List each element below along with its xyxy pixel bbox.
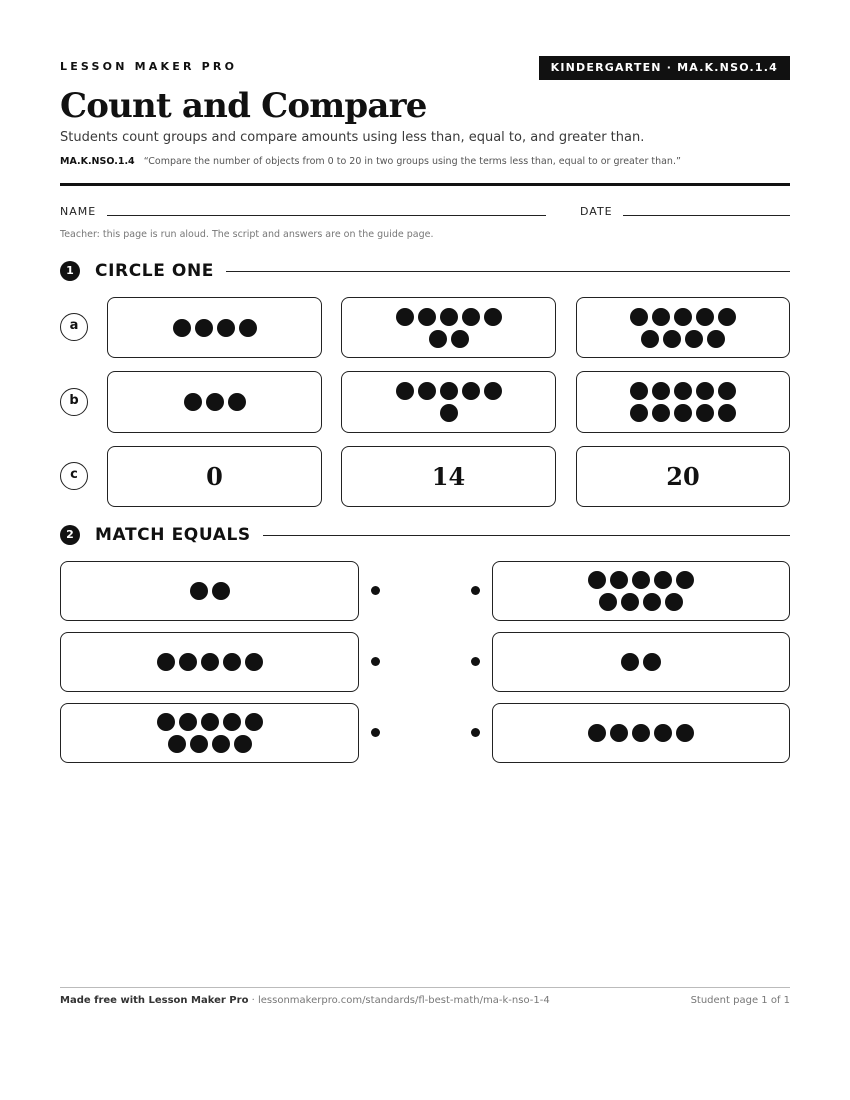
dot-group	[157, 713, 263, 753]
count-dot	[676, 571, 694, 589]
name-field[interactable]	[107, 215, 546, 216]
dot-row	[168, 735, 252, 753]
dot-row	[184, 393, 246, 411]
count-dot	[206, 393, 224, 411]
count-dot	[652, 404, 670, 422]
count-dot	[245, 713, 263, 731]
row-label-c: c	[60, 462, 88, 490]
count-dot	[674, 404, 692, 422]
count-dot	[484, 308, 502, 326]
choice-card-a-3[interactable]	[576, 297, 790, 358]
count-dot	[696, 404, 714, 422]
top-bar	[60, 56, 790, 80]
match-right-point-2[interactable]	[471, 657, 480, 666]
count-dot	[674, 308, 692, 326]
date-label: DATE	[580, 205, 613, 218]
count-dot	[588, 571, 606, 589]
dot-row	[641, 330, 725, 348]
count-dot	[599, 593, 617, 611]
count-dot	[396, 382, 414, 400]
match-right-card-2[interactable]	[492, 632, 790, 692]
choice-card-c-3[interactable]	[576, 446, 790, 507]
dot-row	[190, 582, 230, 600]
count-dot	[157, 653, 175, 671]
count-dot	[652, 308, 670, 326]
count-dot	[674, 382, 692, 400]
section-2-title: MATCH EQUALS	[95, 523, 263, 547]
count-dot	[643, 593, 661, 611]
count-dot	[663, 330, 681, 348]
count-dot	[630, 382, 648, 400]
dot-row	[621, 653, 661, 671]
choice-card-a-1[interactable]	[107, 297, 322, 358]
count-dot	[621, 593, 639, 611]
choice-card-c-1[interactable]	[107, 446, 322, 507]
dot-group	[588, 571, 694, 611]
section-1-title: CIRCLE ONE	[95, 259, 226, 283]
dot-group	[157, 653, 263, 671]
footer-divider	[60, 987, 790, 988]
count-dot	[440, 404, 458, 422]
count-dot	[654, 571, 672, 589]
dot-row	[599, 593, 683, 611]
count-dot	[652, 382, 670, 400]
choice-card-b-2[interactable]	[341, 371, 556, 433]
dot-row	[630, 308, 736, 326]
match-left-card-3[interactable]	[60, 703, 359, 763]
dot-group	[396, 308, 502, 348]
dot-group	[173, 319, 257, 337]
dot-row	[588, 571, 694, 589]
count-dot	[245, 653, 263, 671]
choice-card-b-3[interactable]	[576, 371, 790, 433]
count-dot	[212, 735, 230, 753]
header-divider	[60, 183, 790, 186]
standard-code: MA.K.NSO.1.4	[60, 156, 135, 167]
count-dot	[610, 571, 628, 589]
count-dot	[168, 735, 186, 753]
dot-group	[184, 393, 246, 411]
count-dot	[234, 735, 252, 753]
count-dot	[195, 319, 213, 337]
footer-credit	[60, 995, 550, 1006]
count-dot	[696, 382, 714, 400]
count-dot	[157, 713, 175, 731]
match-left-card-2[interactable]	[60, 632, 359, 692]
count-dot	[665, 593, 683, 611]
count-dot	[632, 571, 650, 589]
count-dot	[641, 330, 659, 348]
numeral: 0	[206, 462, 223, 491]
match-left-point-2[interactable]	[371, 657, 380, 666]
name-label: NAME	[60, 205, 97, 218]
count-dot	[190, 582, 208, 600]
dot-group	[190, 582, 230, 600]
dot-row	[396, 308, 502, 326]
count-dot	[685, 330, 703, 348]
date-field[interactable]	[623, 215, 790, 216]
numeral: 14	[431, 462, 466, 491]
count-dot	[418, 308, 436, 326]
count-dot	[190, 735, 208, 753]
count-dot	[588, 724, 606, 742]
count-dot	[223, 713, 241, 731]
row-label-b: b	[60, 388, 88, 416]
dot-row	[630, 382, 736, 400]
dot-row	[440, 404, 458, 422]
count-dot	[654, 724, 672, 742]
standard-text: “Compare the number of objects from 0 to 20 in two groups using the terms less than, equal to or greater than.”	[143, 156, 681, 167]
section-1-number: 1	[60, 261, 80, 281]
count-dot	[429, 330, 447, 348]
match-right-card-1[interactable]	[492, 561, 790, 621]
count-dot	[696, 308, 714, 326]
count-dot	[184, 393, 202, 411]
match-right-card-3[interactable]	[492, 703, 790, 763]
match-right-point-1[interactable]	[471, 586, 480, 595]
dot-group	[630, 308, 736, 348]
count-dot	[484, 382, 502, 400]
count-dot	[718, 308, 736, 326]
count-dot	[718, 382, 736, 400]
count-dot	[707, 330, 725, 348]
count-dot	[179, 713, 197, 731]
count-dot	[201, 653, 219, 671]
count-dot	[201, 713, 219, 731]
dot-row	[429, 330, 469, 348]
match-right-point-3[interactable]	[471, 728, 480, 737]
count-dot	[418, 382, 436, 400]
count-dot	[440, 308, 458, 326]
dot-group	[396, 382, 502, 422]
standard-description	[60, 156, 681, 167]
dot-group	[630, 382, 736, 422]
count-dot	[630, 404, 648, 422]
count-dot	[228, 393, 246, 411]
count-dot	[223, 653, 241, 671]
page-title: Count and Compare	[60, 86, 427, 126]
count-dot	[610, 724, 628, 742]
match-left-point-1[interactable]	[371, 586, 380, 595]
count-dot	[462, 382, 480, 400]
count-dot	[632, 724, 650, 742]
dot-row	[157, 713, 263, 731]
count-dot	[643, 653, 661, 671]
dot-row	[157, 653, 263, 671]
count-dot	[239, 319, 257, 337]
count-dot	[212, 582, 230, 600]
dot-row	[396, 382, 502, 400]
footer-url[interactable]: · lessonmakerpro.com/standards/fl-best-math/ma-k-nso-1-4	[248, 995, 550, 1006]
count-dot	[179, 653, 197, 671]
count-dot	[462, 308, 480, 326]
dot-row	[630, 404, 736, 422]
count-dot	[621, 653, 639, 671]
count-dot	[630, 308, 648, 326]
section-2-header	[60, 523, 790, 547]
row-label-a: a	[60, 313, 88, 341]
footer-made-with: Made free with Lesson Maker Pro	[60, 995, 249, 1006]
match-left-card-1[interactable]	[60, 561, 359, 621]
section-2-number: 2	[60, 525, 80, 545]
dot-group	[588, 724, 694, 742]
count-dot	[451, 330, 469, 348]
choice-card-a-2[interactable]	[341, 297, 556, 358]
count-dot	[676, 724, 694, 742]
numeral: 20	[666, 462, 700, 491]
section-1-header	[60, 259, 790, 283]
dot-row	[588, 724, 694, 742]
count-dot	[217, 319, 235, 337]
brand-name: LESSON MAKER PRO	[60, 60, 238, 73]
dot-group	[621, 653, 661, 671]
match-left-point-3[interactable]	[371, 728, 380, 737]
count-dot	[440, 382, 458, 400]
count-dot	[173, 319, 191, 337]
count-dot	[718, 404, 736, 422]
page-subtitle: Students count groups and compare amounts using less than, equal to, and greater than.	[60, 130, 645, 145]
count-dot	[396, 308, 414, 326]
footer-page-number: Student page 1 of 1	[690, 995, 790, 1006]
choice-card-c-2[interactable]	[341, 446, 556, 507]
choice-card-b-1[interactable]	[107, 371, 322, 433]
dot-row	[173, 319, 257, 337]
grade-standard-badge: KINDERGARTEN · MA.K.NSO.1.4	[539, 56, 790, 80]
teacher-note: Teacher: this page is run aloud. The script and answers are on the guide page.	[60, 229, 434, 240]
